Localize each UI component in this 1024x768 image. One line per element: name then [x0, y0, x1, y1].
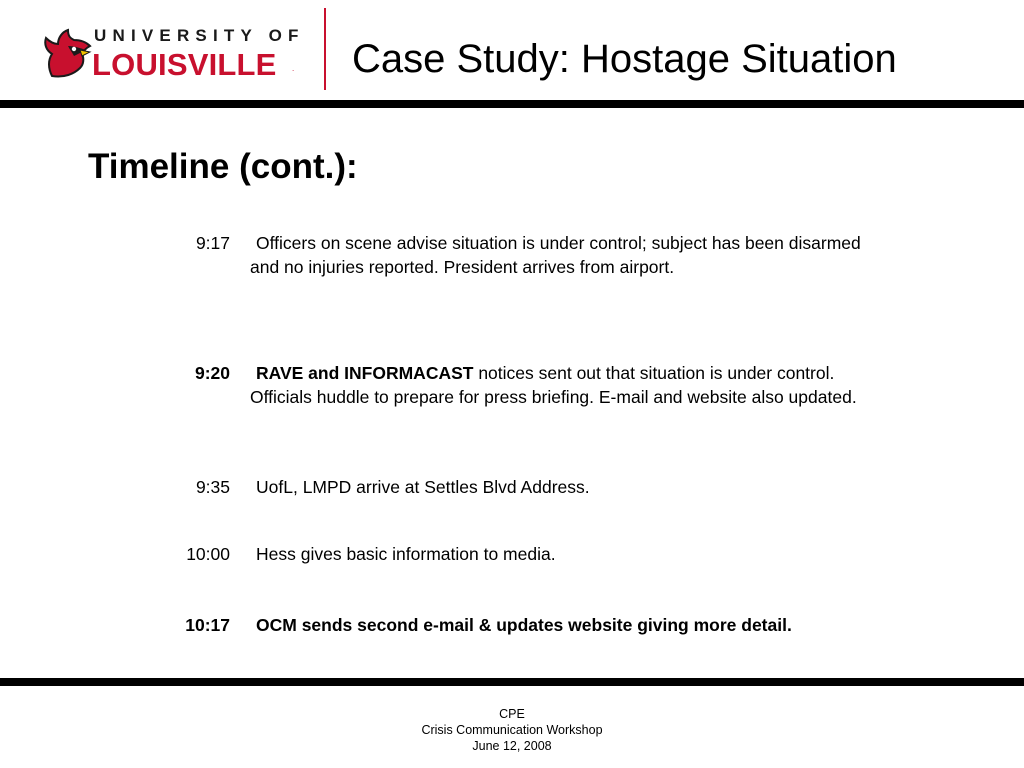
bottom-rule [0, 678, 1024, 686]
entry-line-2: and no injuries reported. President arrives from airport. [250, 257, 675, 277]
cardinal-bird-icon [38, 28, 92, 82]
entry-text [250, 613, 950, 637]
entry-text [250, 475, 950, 499]
entry-line-2: Officials huddle to prepare for press briefing. E-mail and website also updated. [250, 387, 857, 407]
entry-text [250, 542, 950, 566]
entry-time: 10:00 [186, 544, 230, 564]
entry-time: 9:17 [195, 233, 230, 253]
entry-text [250, 231, 950, 279]
entry-line-1 [250, 361, 950, 385]
footer-line-1: CPE [499, 707, 525, 721]
slide-title: Case Study: Hostage Situation [352, 37, 897, 81]
entry-line-1-text: notices sent out that situation is under control. [473, 363, 835, 383]
entry-time: 10:17 [185, 615, 230, 635]
header-divider [324, 8, 326, 90]
entry-line-1: OCM sends second e-mail & updates website giving more detail. [256, 615, 792, 635]
entry-line-1-bold: RAVE and INFORMACAST [256, 363, 474, 383]
entry-time: 9:20 [194, 363, 230, 383]
entry-line-1: UofL, LMPD arrive at Settles Blvd Address. [256, 477, 590, 497]
section-heading: Timeline (cont.): [88, 147, 358, 186]
logo-text-louisville: LOUISVILLE [92, 47, 277, 82]
footer [0, 706, 1024, 754]
footer-line-2: Crisis Communication Workshop [421, 723, 603, 737]
logo-registered-mark: . [292, 64, 295, 73]
entry-line-1 [250, 231, 950, 255]
entry-time: 9:35 [195, 477, 230, 497]
entry-line-1-text: Officers on scene advise situation is under control; subject has been disarmed [256, 233, 861, 253]
footer-line-3: June 12, 2008 [472, 739, 552, 753]
entry-line-1: Hess gives basic information to media. [256, 544, 556, 564]
top-rule [0, 100, 1024, 108]
logo-text-university-of: UNIVERSITY OF [94, 26, 305, 45]
entry-text [250, 361, 950, 409]
university-logo [38, 24, 305, 88]
